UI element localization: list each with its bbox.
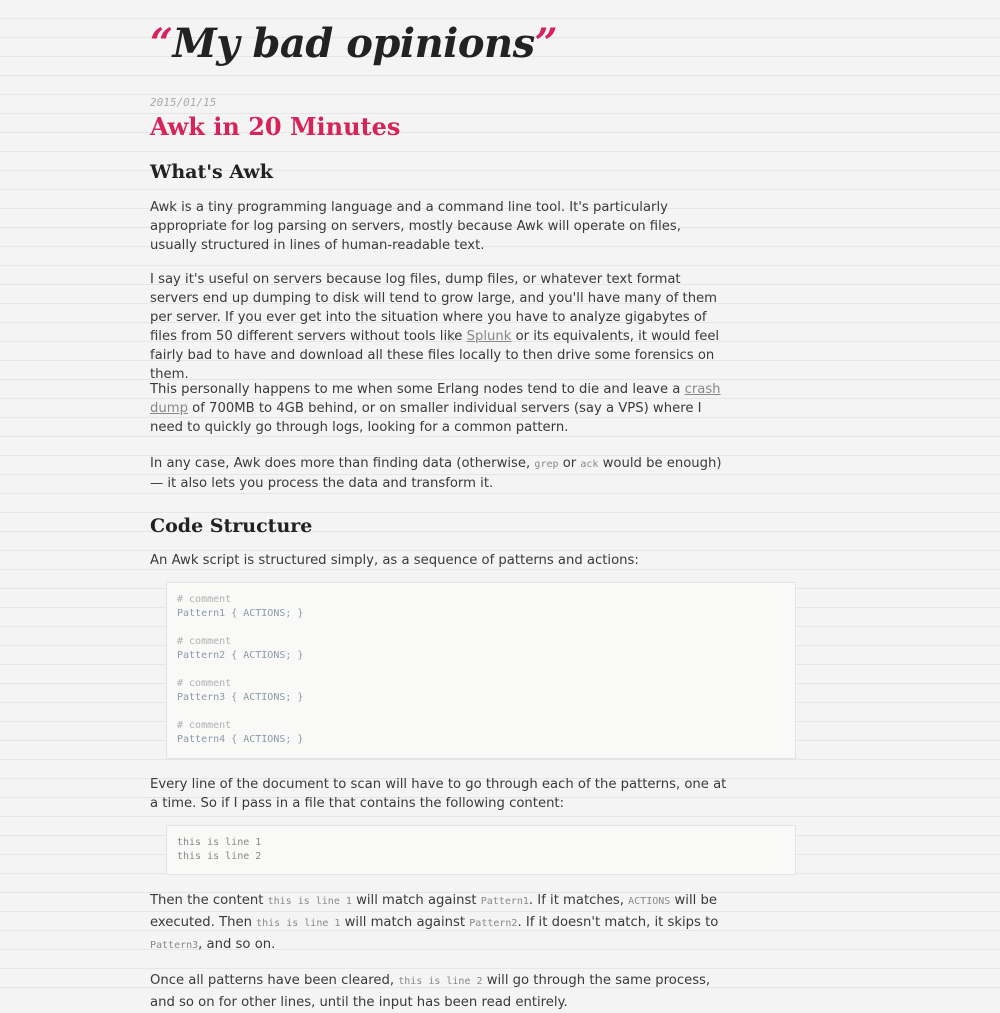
open-quote: “	[150, 20, 173, 67]
inline-code: Pattern2	[469, 918, 518, 929]
paragraph-matching	[150, 890, 730, 956]
code-line: this is line 1	[177, 837, 262, 848]
post-title[interactable]: Awk in 20 Minutes	[150, 112, 401, 141]
paragraph-erlang	[150, 380, 730, 437]
inline-code: ack	[580, 459, 599, 470]
inline-code: Pattern1	[480, 896, 529, 907]
paragraph-script-structure: An Awk script is structured simply, as a sequence of patterns and actions:	[150, 553, 639, 568]
paragraph-text: . If it doesn't match, it skips to	[517, 915, 719, 930]
close-quote: ”	[534, 20, 558, 67]
code-line: Pattern2 { ACTIONS; }	[177, 650, 304, 661]
code-comment: # comment	[177, 636, 232, 647]
crash-dump-link[interactable]: crash dump	[150, 382, 721, 416]
inline-code: grep	[534, 459, 559, 470]
paragraph-text: Then the content	[150, 893, 268, 908]
paragraph-text: This personally happens to me when some Erlang nodes tend to die and leave a	[150, 382, 685, 397]
paragraph-text: I say it's useful on servers because log files, dump files, or whatever text format servers end up dumping to disk will tend to grow large, and you'll have many of them per server. If you ever get into the situation where you have to analyze gigabytes of files from 50 different servers without tools like	[150, 272, 718, 344]
paragraph-text: will match against	[340, 915, 470, 930]
section-heading-whats-awk: What's Awk	[150, 161, 273, 183]
code-comment: # comment	[177, 594, 232, 605]
inline-code: this is line 1	[267, 896, 352, 907]
paragraph-text: or its equivalents, it would feel fairly bad to have and download all these files locally to then drive some forensics on them.	[150, 329, 720, 382]
paragraph-intro: Awk is a tiny programming language and a command line tool. It's particularly appropriate for log parsing on servers, mostly because Awk will operate on files, usually structured in lines of human-readable text.	[150, 200, 681, 253]
paragraph-text: Once all patterns have been cleared,	[150, 973, 399, 988]
paragraph-text: would be enough) — it also lets you process the data and transform it.	[150, 456, 722, 491]
paragraph-any-case	[150, 454, 730, 493]
inline-code: this is line 2	[398, 976, 483, 987]
paragraph-servers	[150, 270, 730, 384]
paragraph-text: will go through the same process, and so on for other lines, until the input has been read entirely.	[150, 973, 711, 1010]
code-line: Pattern1 { ACTIONS; }	[177, 608, 304, 619]
paragraph-text: of 700MB to 4GB behind, or on smaller individual servers (say a VPS) where I need to quickly go through logs, looking for a common pattern.	[150, 401, 702, 435]
code-comment: # comment	[177, 720, 232, 731]
post-date: 2015/01/15	[150, 96, 217, 109]
paragraph-text: will be executed. Then	[150, 893, 717, 930]
paragraph-every-line: Every line of the document to scan will have to go through each of the patterns, one at a time. So if I pass in a file that contains the following content:	[150, 777, 727, 811]
code-line: Pattern3 { ACTIONS; }	[177, 692, 304, 703]
inline-code: ACTIONS	[628, 896, 671, 907]
paragraph-text: or	[558, 456, 581, 471]
code-line: this is line 2	[177, 851, 262, 862]
section-heading-code-structure: Code Structure	[150, 515, 313, 537]
site-name: My bad opinions	[172, 20, 535, 67]
inline-code: Pattern3	[150, 940, 199, 951]
paragraph-text: , and so on.	[198, 937, 276, 952]
inline-code: this is line 1	[256, 918, 341, 929]
paragraph-text: In any case, Awk does more than finding data (otherwise,	[150, 456, 535, 471]
paragraph-text: will match against	[351, 893, 481, 908]
code-block-patterns[interactable]	[166, 582, 796, 759]
code-block-file-content[interactable]	[166, 825, 796, 875]
splunk-link[interactable]: Splunk	[466, 329, 512, 344]
paragraph-cleared	[150, 970, 730, 1013]
code-comment: # comment	[177, 678, 232, 689]
code-line: Pattern4 { ACTIONS; }	[177, 734, 304, 745]
paragraph-text: . If it matches,	[528, 893, 629, 908]
site-title[interactable]	[150, 16, 557, 72]
